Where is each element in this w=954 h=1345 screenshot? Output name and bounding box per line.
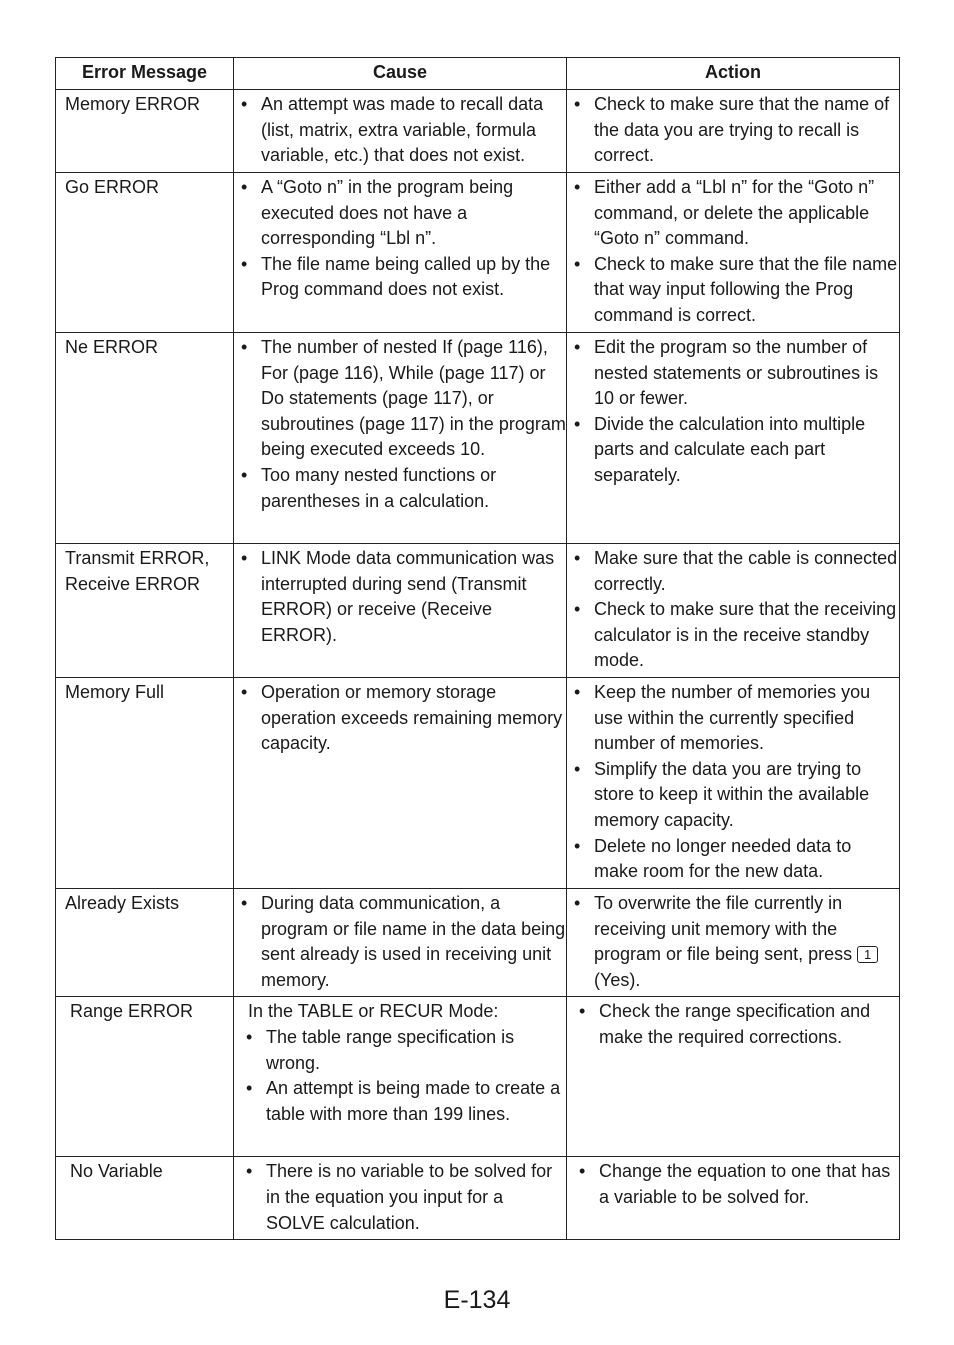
- error-message: Receive ERROR: [65, 573, 201, 594]
- cause-cell: [234, 544, 567, 678]
- action-item: • Change the equation to one that has a variable to be solved for.: [599, 1159, 899, 1210]
- error-message: No Variable: [70, 1161, 163, 1182]
- action-text: To overwrite the file currently in receiving unit memory with the program or file being sent, press: [594, 893, 853, 965]
- action-cell: [567, 997, 900, 1157]
- header-row: [56, 58, 900, 90]
- cause-intro: In the TABLE or RECUR Mode:: [248, 1001, 499, 1022]
- error-message-cell: [56, 678, 234, 889]
- action-item: • Check to make sure that the name of the data you are trying to recall is correct.: [594, 92, 899, 169]
- cause-item: • Too many nested functions or parentheses in a calculation.: [261, 463, 566, 514]
- action-item: • Either add a “Lbl n” for the “Goto n” command, or delete the applicable “Goto n” command.: [594, 175, 899, 252]
- action-item: • Divide the calculation into multiple parts and calculate each part separately.: [594, 412, 899, 489]
- action-item: • Keep the number of memories you use within the currently specified number of memories.: [594, 680, 899, 757]
- error-message-cell: [56, 90, 234, 173]
- cause-cell: [234, 997, 567, 1157]
- action-item: • Check the range specification and make the required corrections.: [599, 999, 899, 1050]
- action-cell: [567, 90, 900, 173]
- error-message-cell: [56, 333, 234, 544]
- page-number: E-134: [443, 1286, 511, 1314]
- action-cell: [567, 544, 900, 678]
- cause-item: • During data communication, a program or file name in the data being sent already is used in receiving unit memory.: [261, 891, 566, 993]
- cause-cell: [234, 889, 567, 997]
- action-item: • Edit the program so the number of nested statements or subroutines is 10 or fewer.: [594, 335, 899, 412]
- error-table: [55, 57, 900, 1240]
- error-message: Ne ERROR: [65, 337, 159, 357]
- header-error-message: Error Message: [56, 58, 234, 90]
- action-cell: [567, 1157, 900, 1240]
- error-message-cell: [56, 889, 234, 997]
- cause-item: • Operation or memory storage operation exceeds remaining memory capacity.: [261, 680, 566, 757]
- cause-item: • There is no variable to be solved for in the equation you input for a SOLVE calculation.: [266, 1159, 566, 1236]
- table-row: [56, 333, 900, 544]
- action-item: • Delete no longer needed data to make room for the new data.: [594, 834, 899, 885]
- action-cell: [567, 333, 900, 544]
- cause-cell: [234, 90, 567, 173]
- table-row: [56, 889, 900, 997]
- cause-cell: [234, 678, 567, 889]
- header-cause: Cause: [234, 58, 567, 90]
- cause-item: • A “Goto n” in the program being executed does not have a corresponding “Lbl n”.: [261, 175, 566, 252]
- cause-cell: [234, 1157, 567, 1240]
- table-row: [56, 90, 900, 173]
- action-item: • Simplify the data you are trying to store to keep it within the available memory capacity.: [594, 757, 899, 834]
- error-message-cell: [56, 997, 234, 1157]
- action-item: • Check to make sure that the receiving calculator is in the receive standby mode.: [594, 597, 899, 674]
- action-item: • Make sure that the cable is connected correctly.: [594, 546, 899, 597]
- error-message: Range ERROR: [70, 1001, 194, 1022]
- error-message-cell: [56, 173, 234, 333]
- cause-item: • The table range specification is wrong.: [266, 1025, 566, 1076]
- cause-item: • An attempt was made to recall data (list, matrix, extra variable, formula variable, etc.) that does not exist.: [261, 92, 566, 169]
- error-message-cell: [56, 1157, 234, 1240]
- action-cell: [567, 173, 900, 333]
- error-message: Go ERROR: [65, 177, 160, 197]
- error-message-cell: [56, 544, 234, 678]
- header-action: Action: [567, 58, 900, 90]
- table-row: [56, 1157, 900, 1240]
- cause-item: • LINK Mode data communication was interrupted during send (Transmit ERROR) or receive (Receive ERROR).: [261, 546, 566, 648]
- table-row: [56, 173, 900, 333]
- cause-cell: [234, 173, 567, 333]
- error-message: Transmit ERROR,: [65, 548, 210, 568]
- cause-cell: [234, 333, 567, 544]
- table-row: [56, 678, 900, 889]
- action-cell: [567, 889, 900, 997]
- cause-item: • An attempt is being made to create a table with more than 199 lines.: [266, 1076, 566, 1127]
- action-item: • Check to make sure that the file name that way input following the Prog command is correct.: [594, 252, 899, 329]
- action-cell: [567, 678, 900, 889]
- action-item: [594, 891, 899, 993]
- key-1-icon: 1: [857, 946, 878, 963]
- action-tail: (Yes).: [594, 969, 641, 990]
- cause-item: • The file name being called up by the Prog command does not exist.: [261, 252, 566, 303]
- error-message: Memory ERROR: [65, 94, 201, 114]
- error-message: Already Exists: [65, 893, 180, 913]
- error-message: Memory Full: [65, 682, 165, 702]
- cause-item: • The number of nested If (page 116), For (page 116), While (page 117) or Do statements (page 117), or subroutines (page 117) in the program being executed exceeds 10.: [261, 335, 566, 463]
- table-row: [56, 997, 900, 1157]
- table-row: [56, 544, 900, 678]
